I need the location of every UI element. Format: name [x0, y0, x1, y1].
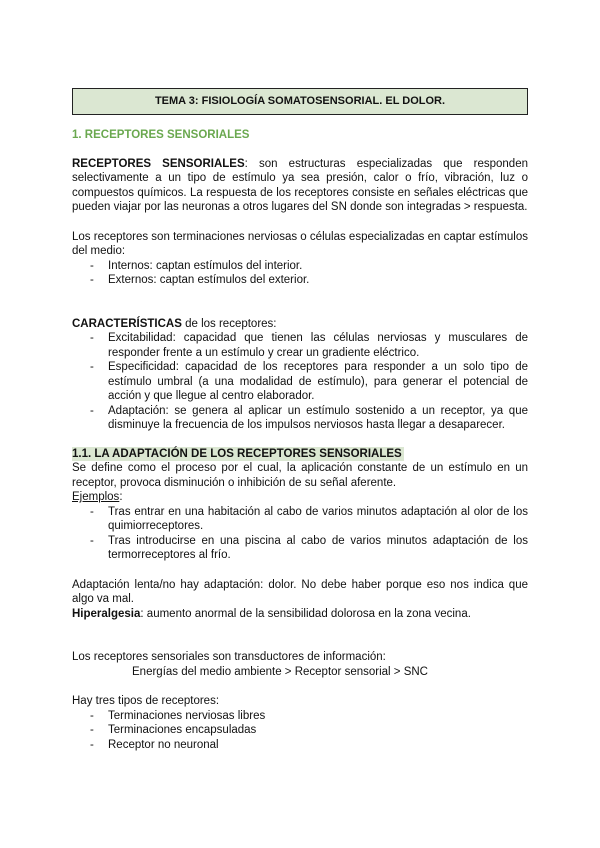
- energy-flow: Energías del medio ambiente > Receptor sensorial > SNC: [132, 665, 428, 678]
- dash-marker: -: [90, 709, 94, 722]
- intro-text: : son estructuras especializadas que responden selectivamente a un tipo de estímulo ya sea presión, calor o frío, vibración, luz o compuestos químicos. La respuesta de los receptores consiste en señales eléctricas que pueden viajar por las neuronas a otros lugares del SN donde son integradas > respuesta.: [72, 157, 528, 213]
- section-heading-receptores: 1. RECEPTORES SENSORIALES: [72, 129, 250, 141]
- list-item: [72, 259, 528, 274]
- dash-marker: -: [90, 361, 94, 373]
- list-item-text: Excitabilidad: capacidad que tienen las células nerviosas y musculares de responder frente a un estímulo y crear un gradiente eléctrico.: [108, 332, 528, 359]
- list-item: [72, 273, 528, 288]
- intro-paragraph: [72, 157, 528, 215]
- dash-marker: -: [90, 332, 94, 344]
- list-item: [72, 534, 528, 563]
- list-item-text: Adaptación: se genera al aplicar un estímulo sostenido a un receptor, ya que disminuye la frecuencia de los impulsos nerviosos hasta llegar a desaparecer.: [108, 404, 528, 431]
- list-item-text: Tras entrar en una habitación al cabo de varios minutos adaptación al olor de los quimiorreceptores.: [108, 505, 528, 532]
- dash-marker: -: [90, 724, 94, 736]
- examples-label-line: [72, 490, 528, 505]
- receptors-definition: Los receptores son terminaciones nerviosas o células especializadas en captar estímulos del medio:: [72, 230, 528, 257]
- dash-marker: -: [90, 259, 94, 272]
- receptor-types-intro: Hay tres tipos de receptores:: [72, 695, 220, 707]
- subsection-heading-adaptacion: 1.1. LA ADAPTACIÓN DE LOS RECEPTORES SENSORIALES: [72, 447, 402, 460]
- examples-colon: :: [119, 491, 123, 503]
- dash-marker: -: [90, 404, 94, 417]
- document-title: TEMA 3: FISIOLOGÍA SOMATOSENSORIAL. EL DOLOR.: [72, 88, 528, 115]
- list-item-text: Terminaciones nerviosas libres: [108, 709, 266, 722]
- dash-marker: -: [90, 534, 94, 547]
- hyperalgesia-text: : aumento anormal de la sensibilidad dolorosa en la zona vecina.: [140, 607, 471, 620]
- transducers-paragraph: Los receptores sensoriales son transductores de información:: [72, 651, 386, 663]
- list-item-text: Terminaciones encapsuladas: [108, 724, 257, 736]
- examples-label: Ejemplos: [72, 491, 120, 503]
- list-item-text: Externos: captan estímulos del exterior.: [108, 274, 310, 286]
- dash-marker: -: [90, 274, 94, 286]
- list-item: [72, 738, 528, 753]
- receptor-types-list: [72, 259, 528, 288]
- dash-marker: -: [90, 505, 94, 518]
- list-item-text: Tras introducirse en una piscina al cabo de varios minutos adaptación de los termorreceptores al frío.: [108, 534, 528, 561]
- slow-adaptation-paragraph: Adaptación lenta/no hay adaptación: dolor. No debe haber porque eso nos indica que algo va mal.: [72, 578, 528, 605]
- list-item: [72, 505, 528, 534]
- list-item: [72, 331, 528, 360]
- characteristics-list: [72, 331, 528, 433]
- examples-list: [72, 505, 528, 563]
- dash-marker: -: [90, 738, 94, 751]
- document-page: [72, 88, 528, 752]
- hyperalgesia-term: Hiperalgesia: [72, 607, 141, 620]
- hyperalgesia-paragraph: [72, 607, 528, 622]
- intro-term: RECEPTORES SENSORIALES: [72, 157, 245, 170]
- list-item-text: Receptor no neuronal: [108, 738, 219, 751]
- characteristics-term: CARACTERÍSTICAS: [72, 317, 182, 330]
- characteristics-intro: [72, 317, 528, 332]
- list-item: [72, 404, 528, 433]
- list-item-text: Internos: captan estímulos del interior.: [108, 259, 303, 272]
- list-item: [72, 709, 528, 724]
- list-item-text: Especificidad: capacidad de los receptores para responder a un solo tipo de estímulo umbral (a una modalidad de estímulo), para generar el potencial de acción y que llegue al centro elaborador.: [108, 361, 528, 402]
- characteristics-text: de los receptores:: [181, 317, 277, 330]
- three-types-list: [72, 709, 528, 753]
- list-item: [72, 723, 528, 738]
- adaptation-definition: Se define como el proceso por el cual, la aplicación constante de un estímulo en un receptor, provoca disminución o inhibición de su señal aferente.: [72, 462, 528, 489]
- list-item: [72, 360, 528, 404]
